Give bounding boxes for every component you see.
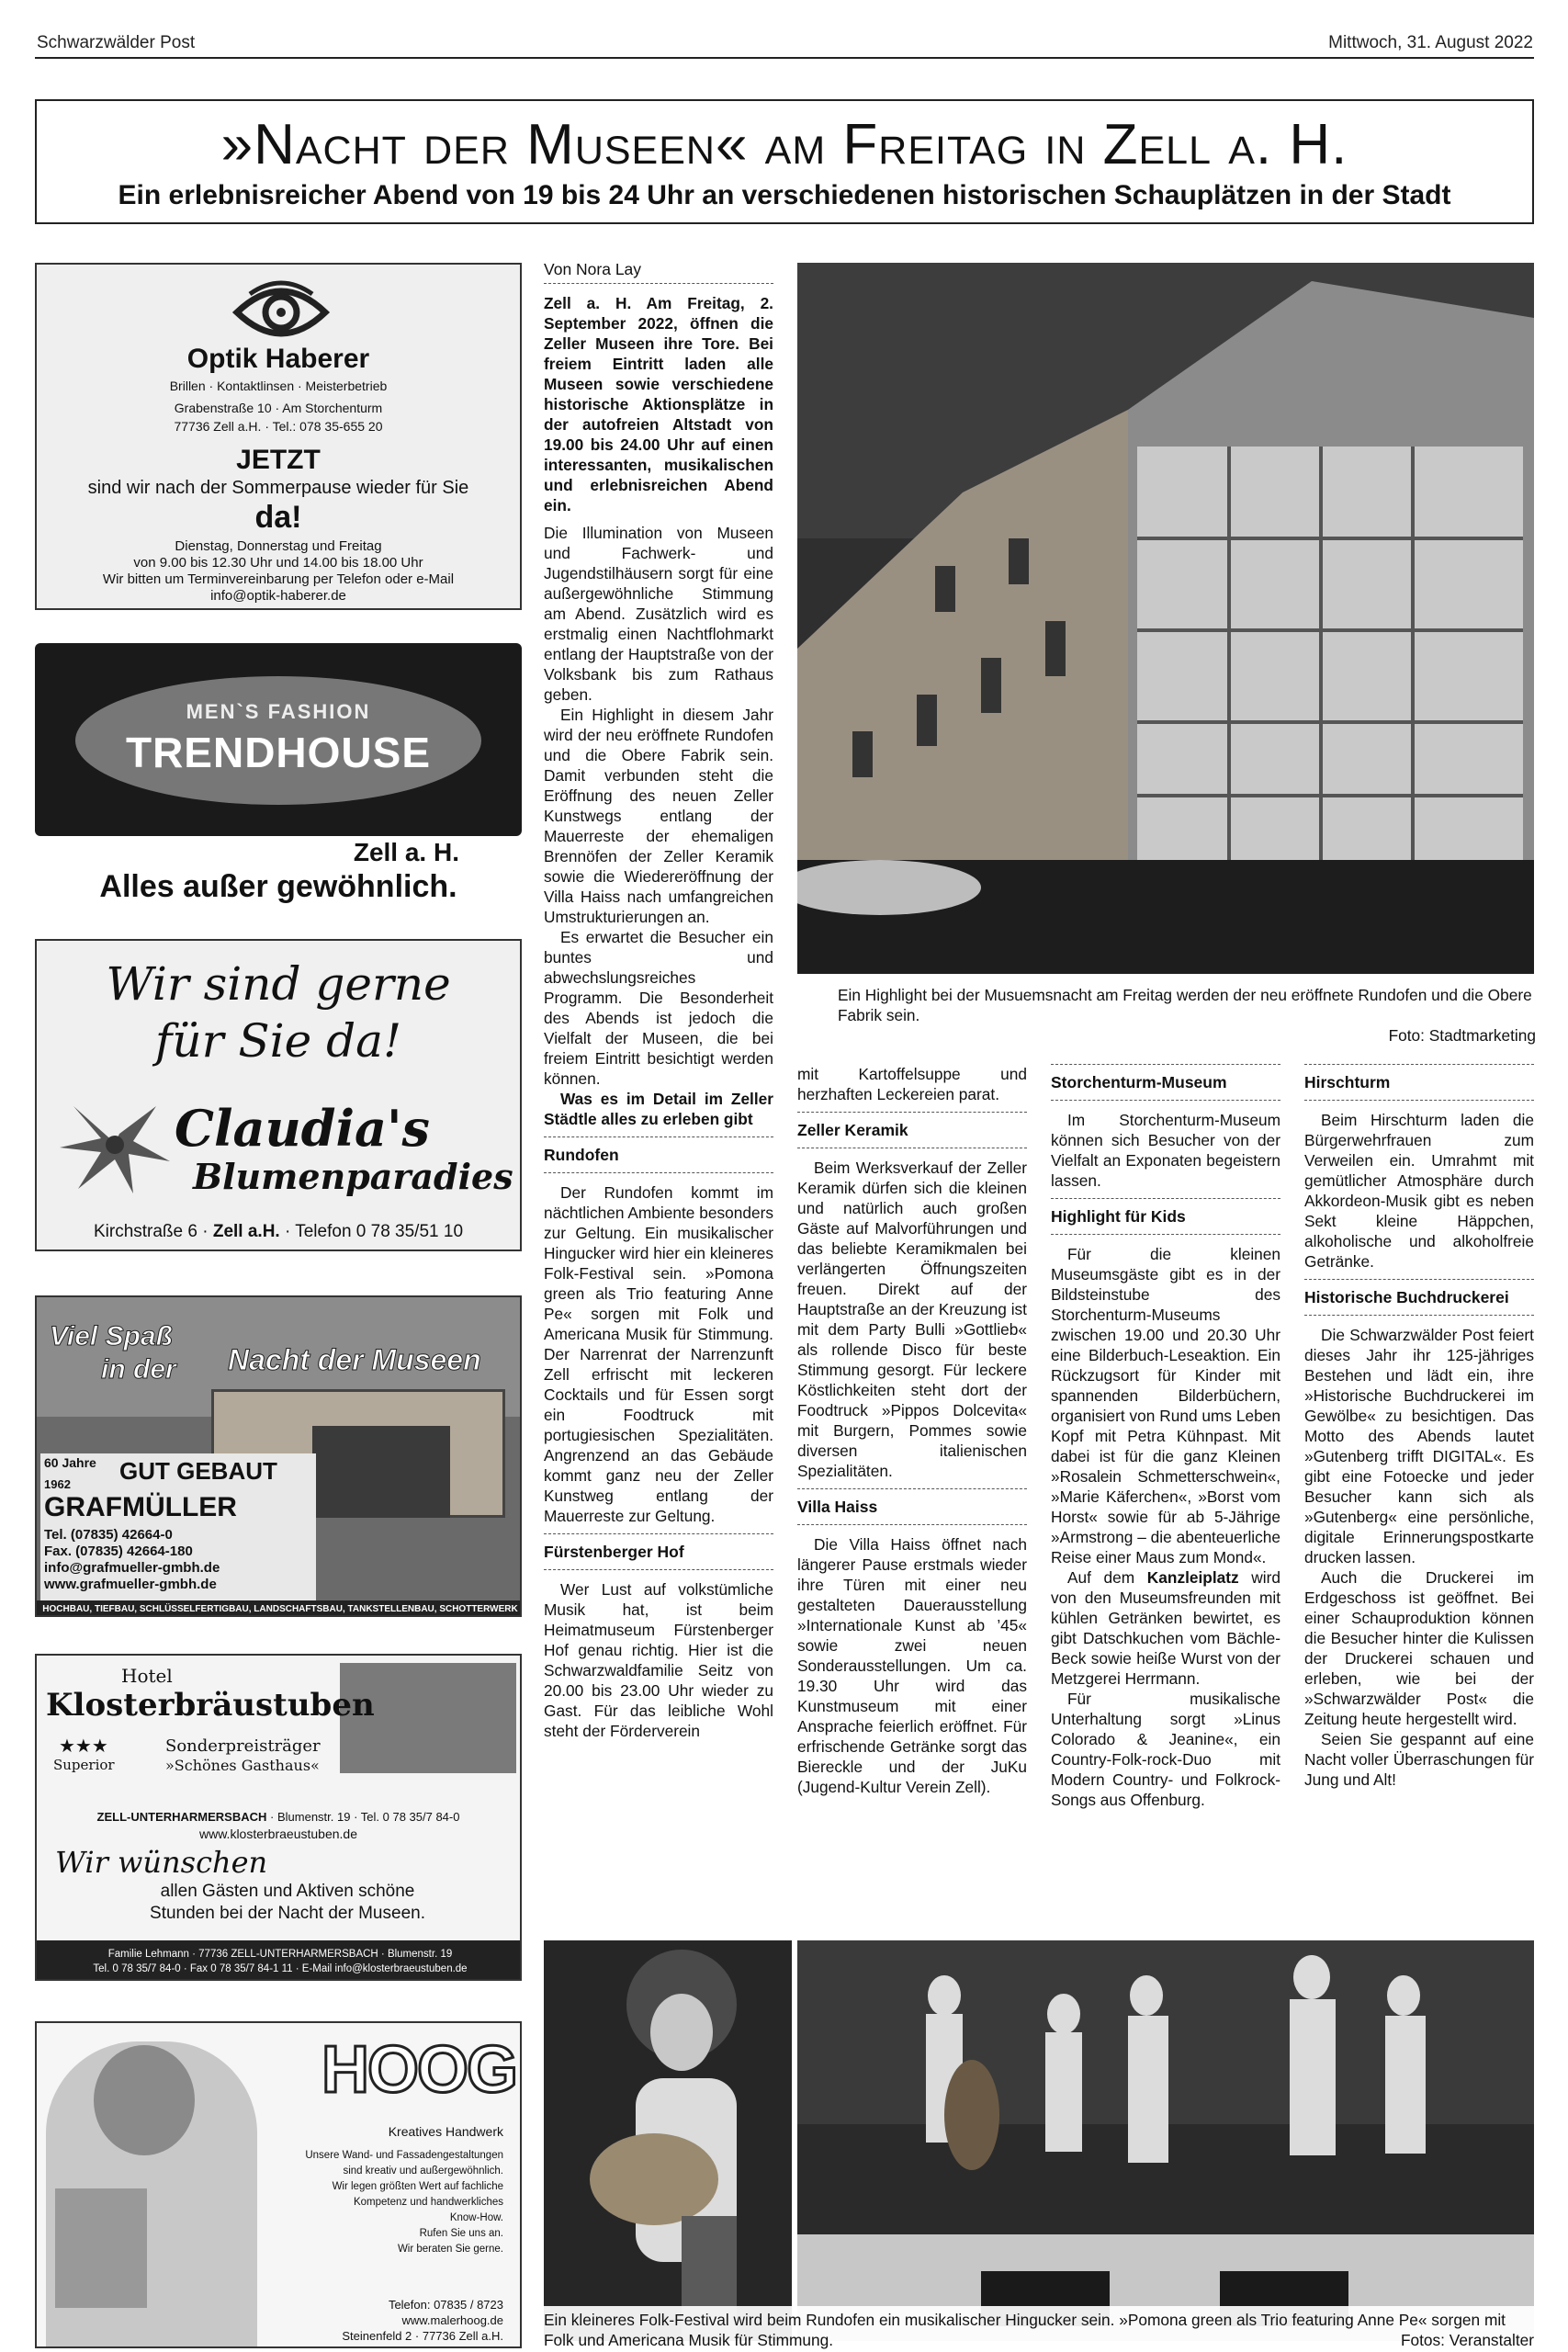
photo-singer [544,1940,792,2341]
subhead-kids: Highlight für Kids [1051,1198,1280,1235]
hoog-tel: Telefon: 07835 / 8723 [388,2298,503,2312]
optik-services: Brillen · Kontaktlinsen · Meisterbetrieb [169,379,388,393]
optik-hours-2: von 9.00 bis 12.30 Uhr und 14.00 bis 18.00 Uhr [133,555,423,571]
ad-trendhouse [35,643,522,910]
hoog-contact [342,2297,503,2344]
kloster-footer [37,1940,522,1981]
claudia-street: Kirchstraße 6 · [93,1222,213,1241]
kloster-street-phone: · Blumenstr. 19 · Tel. 0 78 35/7 84-0 [266,1810,460,1824]
hoog-t6: Rufen Sie uns an. [419,2228,503,2239]
photo-rundofen-obere-fabrik [797,263,1534,974]
caption-top-credit: Foto: Stadtmarketing [1388,1026,1536,1045]
paint-roller-image [55,2188,147,2308]
issue-date: Mittwoch, 31. August 2022 [1328,33,1533,52]
hoog-tag: Kreatives Handwerk [388,2124,503,2139]
graf-line2: in der [101,1354,176,1385]
claudia-line1: Wir sind gerne [106,957,451,1011]
paragraph-4: Was es im Detail im Zeller Städtle alles zu erleben gibt [544,1090,773,1128]
kloster-preis-2: »Schönes Gasthaus« [165,1757,320,1774]
hoog-logo: HOOG [321,2033,517,2107]
headline-title: »Nacht der Museen« am Freitag in Zell a. H. [220,113,1348,176]
kloster-stars: ★★★ [59,1736,108,1757]
optik-hours-1: Dienstag, Donnerstag und Freitag [175,538,382,554]
optik-hours-3: Wir bitten um Terminvereinbarung per Telefon oder e-Mail [102,571,455,587]
graf-web: www.grafmueller-gmbh.de [44,1577,217,1592]
kloster-web: www.klosterbraeustuben.de [199,1826,357,1841]
kids-text: Für die kleinen Museumsgäste gibt es in der Bildsteinstube des Storchenturm-Museums zwischen 19.00 und 20.30 Uhr eine Bilderbuch-Leseaktion. Ein Rückzugsort für Kinder mit spannenden Bilderbüchern, organisiert von Rund ums Leben Kopf mit Petra Kühnpast. Mit dabei ist für die ganz Kleinen »Rosalein Schmetterschwein«, »Marie Käferchen«, »Borst vom Horst« sowie für ab 5-Jährige »Armstrong – die abenteuerliche Reise einer Maus zum Mond«. [1051,1245,1280,1566]
druckerei-text: Die Schwarzwälder Post feiert dieses Jahr ihr 125-jähriges Bestehen und lädt ein, ihre »Historische Buchdruckerei im Gewölbe« zu besichtigen. Das Motto des Abends lautet »Gutenberg trifft DIGITAL«. Es gibt eine Fotoecke und jeder Besucher kann sich als »Gutenberg« eine persönliche, digitale Erinnerungspostkarte drucken lassen. [1304,1326,1534,1566]
fuerstenberger-text: Wer Lust auf volkstümliche Musik hat, ist beim Heimatmuseum Fürstenberger Hof genau richtig. Hier ist die Schwarzwaldfamilie Seitz von 20.00 bis 23.00 Uhr wieder zu Gast. Für das leibliche Wohl steht der Förderverein [544,1580,773,1740]
lead-paragraph: Zell a. H. Am Freitag, 2. September 2022, öffnen die Zeller Museen ihre Tore. Bei freiem Eintritt laden alle Museen sowie verschiedene historische Aktionsplätze in der autofreien Altstadt von 19.00 bis 24.00 Uhr auf einen interessanten, musikalischen und erlebnisreichen Abend ein. [544,294,773,514]
claudia-town: Zell a.H. [212,1222,280,1241]
hoog-t4: Kompetenz und handwerkliches [353,2197,503,2208]
flower-icon [55,1088,175,1198]
caption-bottom-credit: Fotos: Veranstalter [1400,2331,1534,2349]
hoog-t7: Wir beraten Sie gerne. [397,2244,503,2255]
kanzleiplatz-text [1051,1567,1280,1689]
byline: Von Nora Lay [544,259,773,284]
subhead-fuerstenberger-hof: Fürstenberger Hof [544,1533,773,1570]
optik-da: da! [254,500,302,535]
caption-top [838,985,1536,1046]
graf-email: info@grafmueller-gmbh.de [44,1560,220,1576]
kloster-wish-3: Stunden bei der Nacht der Museen. [150,1904,425,1923]
optik-address: Grabenstraße 10 · Am Storchenturm [174,401,383,415]
optik-name: Optik Haberer [186,344,370,374]
graf-line3: Nacht der Museen [228,1343,481,1376]
article-column-3 [1051,1064,1280,1810]
kanzlei-bold: Kanzleiplatz [1146,1568,1239,1587]
kloster-place: ZELL-UNTERHARMERSBACH [96,1810,267,1824]
paragraph-3: Es erwartet die Besucher ein buntes und abwechslungsreiches Programm. Die Besonderheit des Abends ist jedoch die Vielfalt der Museen, die bei freiem Eintritt besichtigt werden können. [544,928,773,1088]
graf-jahre: 60 Jahre [44,1455,96,1470]
subhead-storchenturm: Storchenturm-Museum [1051,1064,1280,1101]
claudia-name-2: Blumenparadies [193,1156,513,1197]
kloster-address [37,1810,520,1824]
ad-claudias-blumenparadies [35,939,522,1251]
band-stage-photo [797,1940,1534,2341]
kloster-wish-2: allen Gästen und Aktiven schöne [160,1882,415,1901]
kloster-wish: Wir wünschen [55,1845,268,1880]
kloster-footer-2: Tel. 0 78 35/7 84-0 · Fax 0 78 35/7 84-1 11 · E-Mail info@klosterbraeustuben.de [93,1963,468,1974]
ad-grafmueller [35,1295,522,1617]
person-head [94,2045,195,2155]
graf-fax: Fax. (07835) 42664-180 [44,1544,193,1559]
subhead-hirschturm: Hirschturm [1304,1064,1534,1101]
kloster-name: Klosterbräustuben [46,1687,375,1724]
ad-hoog [35,2021,522,2348]
photo-folk-band [797,1940,1534,2341]
closing-text: Seien Sie gespannt auf eine Nacht voller Überraschungen für Jung und Alt! [1304,1730,1534,1789]
villa-text: Die Villa Haiss öffnet nach längerer Pause erstmals wieder ihre Türen mit einer neu gestalteten Dauerausstellung »Internationale Kunst ab ’45« sowie zwei neuen Sonderausstellungen. Um ca. 19.30 Uhr wird das Kunstmuseum mit einer Ansprache feierlich eröffnet. Für erfrischende Getränke sorgt das Biereckle und der JuKu (Jugend-Kultur Verein Zell). [797,1535,1027,1796]
caption-bottom [544,2306,1534,2350]
druckerei-text-2: Auch die Druckerei im Erdgeschoss ist geöffnet. Bei einer Schauproduktion können die Besucher hinter die Kulissen der Druckerei schauen und erleben, wie bei der »Schwarzwälder Post« die Zeitung heute hergestellt wird. [1304,1568,1534,1728]
kloster-superior: Superior [53,1757,115,1773]
ad-optik-haberer [35,263,522,610]
hoog-t1: Unsere Wand- und Fassadengestaltungen [305,2150,503,2161]
hoog-web: www.malerhoog.de [401,2313,503,2327]
optik-city: 77736 Zell a.H. · Tel.: 078 35-655 20 [174,419,383,434]
claudia-line2: für Sie da! [154,1014,402,1068]
optik-jetzt: JETZT [236,445,321,475]
building-window [312,1426,450,1518]
hoog-t2: sind kreativ und außergewöhnlich. [343,2165,503,2177]
trendhouse-place: Zell a. H. [346,838,467,867]
claudia-name: Claudia's [175,1099,430,1158]
claudia-phone: · Telefon 0 78 35/51 10 [279,1222,464,1241]
rundofen-text: Der Rundofen kommt im nächtlichen Ambiente besonders zur Geltung. Ein musikalischer Hingucker wird hier ein kleineres Folk-Festival sein. »Pomona green als Trio featuring Anne Pe« sorgen mit Folk und Americana Musik für Stimmung. Der Narrenrat der Narrenzunft Zell erfrischt mit leckeren Cocktails und für Essen sorgt ein Foodtruck mit portugiesischen Spezialitäten. Angrenzend an das Gebäude kommt ganz neu der Zeller Kunstweg entlang der Mauerreste zur Geltung. [544,1183,773,1525]
kloster-preis-1: Sonderpreisträger [165,1736,321,1756]
headline-subtitle: Ein erlebnisreicher Abend von 19 bis 24 Uhr an verschiedenen historischen Schauplätzen in der Stadt [118,180,1451,210]
newspaper-name: Schwarzwälder Post [37,33,196,52]
hirsch-text: Beim Hirschturm laden die Bürgerwehrfrauen zum Verweilen ein. Umrahmt mit gemütlicher Atmosphäre durch Akkordeon-Musik gibt es neben Sekt kleine Häppchen, alkoholische und alkoholfreie Getränke. [1304,1111,1534,1271]
trendhouse-name: TRENDHOUSE [125,729,432,776]
graf-gut: GUT GEBAUT [119,1457,277,1485]
singer-photo [544,1940,792,2341]
subhead-villa-haiss: Villa Haiss [797,1488,1027,1525]
hoog-t5: Know-How. [449,2212,503,2223]
claudia-address [37,1222,520,1242]
optik-line: sind wir nach der Sommerpause wieder für Sie [87,478,469,498]
caption-top-text: Ein Highlight bei der Musuemsnacht am Freitag werden der neu eröffnete Rundofen und die Obere Fabrik sein. [838,986,1532,1024]
header-rule [35,57,1534,59]
kanzlei-pre: Auf dem [1067,1568,1147,1587]
article-column-2 [797,1064,1027,1797]
keramik-text: Beim Werksverkauf der Zeller Keramik dürfen sich die kleinen und natürlich auch großen Gäste auf Malvorführungen und das beliebte Keramikmalen bei verlängerten Öffnungszeiten freuen. Direkt auf der Hauptstraße an der Kreuzung ist mit dem Party Bulli »Gottlieb« als rollende Disco für beste Stimmung gesorgt. Für leckere Köstlichkeiten steht dort der Foodtruck »Pippos Dolcevita« mit Burgern, Pommes sowie diversen italienischen Spezialitäten. [797,1159,1027,1480]
optik-email: info@optik-haberer.de [210,588,346,604]
trendhouse-slogan: Alles außer gewöhnlich. [99,869,457,904]
graf-line1: Viel Spaß [50,1321,173,1351]
fuerstenberger-continued: mit Kartoffelsuppe und herzhaften Leckereien parat. [797,1065,1027,1103]
ad-klosterbraeustuben [35,1654,522,1981]
building-night-photo [797,263,1534,974]
storchen-text: Im Storchenturm-Museum können sich Besucher von der Vielfalt an Exponaten begeistern lassen. [1051,1111,1280,1190]
hoog-t3: Wir legen größten Wert auf fachliche [332,2181,503,2192]
headline-box [35,99,1534,224]
graf-tel: Tel. (07835) 42664-0 [44,1527,173,1543]
article-column-4 [1304,1064,1534,1790]
subhead-rundofen: Rundofen [544,1136,773,1173]
trendhouse-top: MEN`S FASHION [186,700,371,723]
eye-logo-icon [231,276,331,347]
paragraph-1: Die Illumination von Museen und Fachwerk- und Jugendstilhäusern sorgt für eine außergewöhnliche Stimmung am Abend. Zusätzlich wird es erstmalig einen Nachtflohmarkt entlang der Hauptstraße von der Volksbank bis zum Rathaus geben. [544,524,773,704]
kanzlei-post: wird von den Museumsfreunden mit kühlen Getränken bewirtet, es gibt Datschkuchen vom Bächle-Beck sowie heiße Wurst von der Metzgerei Herrmann. [1051,1568,1280,1688]
paragraph-2: Ein Highlight in diesem Jahr wird der neu eröffnete Rundofen und die Obere Fabrik sein. Damit verbunden steht die Eröffnung des neuen Zeller Kunstwegs entlang der Mauerreste der ehemaligen Brennöfen der Zeller Keramik sowie die Wiedereröffnung der Villa Haiss nach umfangreichen Umstrukturierungen an. [544,706,773,926]
musik-text: Für musikalische Unterhaltung sorgt »Linus Colorado & Jeanine«, ein Country-Folk-rock-Duo mit Modern Country- und Folkrock-Songs aus Offenburg. [1051,1690,1280,1809]
graf-year: 1962 [44,1477,71,1491]
hoog-text [305,2148,503,2257]
kloster-hotel: Hotel [121,1665,173,1687]
subhead-buchdruckerei: Historische Buchdruckerei [1304,1279,1534,1316]
subhead-zeller-keramik: Zeller Keramik [797,1112,1027,1148]
article-column-1 [544,259,773,1741]
kloster-footer-1: Familie Lehmann · 77736 ZELL-UNTERHARMERSBACH · Blumenstr. 19 [107,1949,453,1960]
hoog-addr: Steinenfeld 2 · 77736 Zell a.H. [342,2329,503,2343]
graf-name: GRAFMÜLLER [44,1492,237,1522]
caption-bottom-text: Ein kleineres Folk-Festival wird beim Rundofen ein musikalischer Hingucker sein. »Pomona green als Trio featuring Anne Pe« sorgen mit Folk und Americana Musik für Stimmung. [544,2311,1506,2349]
graf-footer: HOCHBAU, TIEFBAU, SCHLÜSSELFERTIGBAU, LANDSCHAFTSBAU, TANKSTELLENBAU, SCHOTTERWERK [37,1600,522,1617]
